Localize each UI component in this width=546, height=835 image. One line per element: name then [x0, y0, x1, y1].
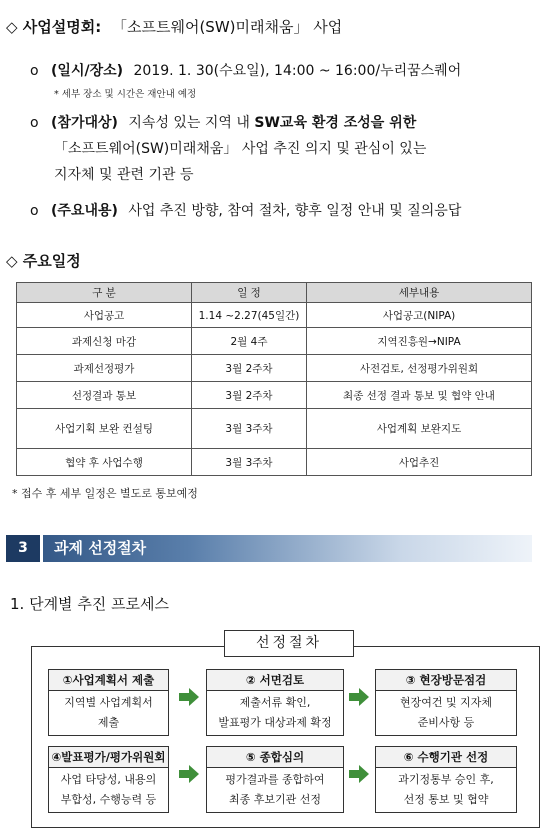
arrow-right-icon [179, 765, 199, 783]
section-header-bar [6, 535, 532, 562]
briefing-heading [6, 16, 342, 37]
item-line3: 지자체 및 관련 기관 등 [54, 167, 194, 183]
item-text: 사업 추진 방향, 참여 절차, 향후 일정 안내 및 질의응답 [128, 203, 462, 219]
table-cell: 3월 3주차 [192, 409, 307, 449]
item-text: 지속성 있는 지역 내 [128, 115, 250, 131]
schedule-heading: ◇ 주요일정 [6, 252, 81, 270]
step-line: 현장여건 및 지자체 [399, 696, 492, 709]
item-text: 2019. 1. 30(수요일), 14:00 ~ 16:00/누리꿈스퀘어 [133, 63, 462, 79]
arrow-right-icon [349, 765, 369, 783]
step-body [207, 691, 343, 735]
table-cell: 3월 2주차 [192, 355, 307, 382]
briefing-note: * 세부 장소 및 시간은 재안내 예정 [54, 89, 197, 100]
process-step-6 [375, 746, 517, 813]
briefing-item-date [30, 58, 461, 84]
process-step-3 [375, 669, 517, 736]
item-label: (일시/장소) [51, 63, 124, 79]
section-title: 과제 선정절차 [54, 539, 147, 557]
step-title: ② 서면검토 [207, 670, 343, 691]
process-step-4 [48, 746, 169, 813]
step-title: ③ 현장방문점검 [376, 670, 516, 691]
column-header: 구 분 [17, 283, 192, 303]
process-step-1 [48, 669, 169, 736]
briefing-heading-text: 「소프트웨어(SW)미래채움」 사업 [112, 18, 343, 36]
step-title: ⑥ 수행기관 선정 [376, 747, 516, 768]
bullet-mark: o [30, 63, 39, 79]
step-body [376, 768, 516, 812]
table-cell: 사업공고 [17, 303, 192, 328]
table-cell: 3월 3주차 [192, 449, 307, 476]
step-title: ④발표평가/평가위원회 [49, 747, 168, 768]
step-body [207, 768, 343, 812]
table-cell: 2월 4주 [192, 328, 307, 355]
step-line: 발표평가 대상과제 확정 [218, 716, 332, 729]
table-row [17, 303, 532, 328]
table-header-row [17, 283, 532, 303]
schedule-footnote: * 접수 후 세부 일정은 별도로 통보예정 [12, 487, 198, 500]
process-step-2 [206, 669, 344, 736]
table-cell: 협약 후 사업수행 [17, 449, 192, 476]
table-row [17, 328, 532, 355]
step-title: ⑤ 종합심의 [207, 747, 343, 768]
section-number: 3 [6, 535, 43, 562]
table-cell: 사업추진 [307, 449, 532, 476]
table-row [17, 355, 532, 382]
step-line: 평가결과를 종합하여 [225, 773, 325, 786]
table-cell: 최종 선정 결과 통보 및 협약 안내 [307, 382, 532, 409]
step-line: 과기정통부 승인 후, [398, 773, 494, 786]
step-body [376, 691, 516, 735]
table-cell: 1.14 ~2.27(45일간) [192, 303, 307, 328]
briefing-heading-label: ◇ 사업설명회: [6, 18, 102, 36]
step-line: 제출 [97, 716, 120, 729]
step-body [49, 768, 168, 812]
table-cell: 선정결과 통보 [17, 382, 192, 409]
step-line: 지역별 사업계획서 [64, 696, 153, 709]
item-text-bold: SW교육 환경 조성을 위한 [254, 115, 417, 131]
step-line: 부합성, 수행능력 등 [60, 793, 157, 806]
process-subheading: 1. 단계별 추진 프로세스 [10, 595, 170, 613]
bullet-mark: o [30, 203, 39, 219]
arrow-right-icon [349, 688, 369, 706]
step-line: 준비사항 등 [417, 716, 475, 729]
table-cell: 사업공고(NIPA) [307, 303, 532, 328]
process-step-5 [206, 746, 344, 813]
item-label: (참가대상) [51, 115, 118, 131]
step-title: ①사업계획서 제출 [49, 670, 168, 691]
table-row [17, 449, 532, 476]
step-body [49, 691, 168, 735]
table-row [17, 409, 532, 449]
item-line2: 「소프트웨어(SW)미래채움」 사업 추진 의지 및 관심이 있는 [54, 141, 427, 157]
table-row [17, 382, 532, 409]
bullet-mark: o [30, 115, 39, 131]
item-label: (주요내용) [51, 203, 118, 219]
column-header: 세부내용 [307, 283, 532, 303]
step-line: 제출서류 확인, [239, 696, 311, 709]
table-cell: 지역진흥원→NIPA [307, 328, 532, 355]
step-line: 최종 후보기관 선정 [228, 793, 321, 806]
table-cell: 사업기획 보완 컨설팅 [17, 409, 192, 449]
schedule-table [16, 282, 532, 476]
table-cell: 사업계획 보완지도 [307, 409, 532, 449]
briefing-item-target [30, 110, 542, 188]
table-cell: 3월 2주차 [192, 382, 307, 409]
table-cell: 과제선정평가 [17, 355, 192, 382]
column-header: 일 정 [192, 283, 307, 303]
table-cell: 과제신청 마감 [17, 328, 192, 355]
process-title: 선정절차 [224, 630, 354, 657]
step-line: 사업 타당성, 내용의 [60, 773, 157, 786]
briefing-item-content [30, 198, 461, 224]
step-line: 선정 통보 및 협약 [403, 793, 489, 806]
arrow-right-icon [179, 688, 199, 706]
table-cell: 사전검토, 선정평가위원회 [307, 355, 532, 382]
